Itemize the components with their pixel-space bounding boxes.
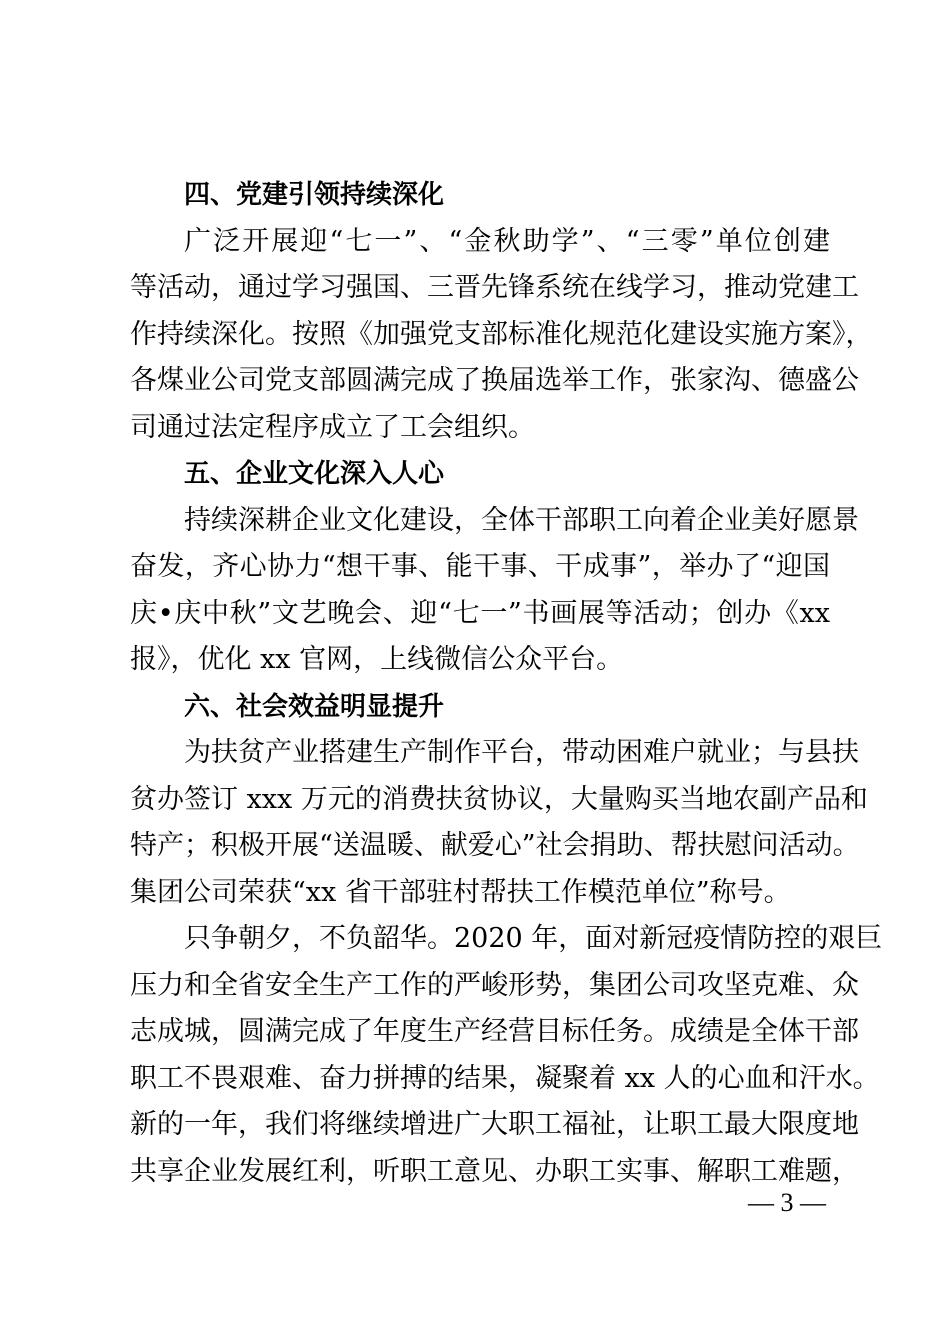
paragraph-line: 庆•庆中秋”文艺晚会、迎“七一”书画展等活动；创办《xx xyxy=(130,597,830,629)
paragraph-line: 只争朝夕，不负韶华。2020 年，面对新冠疫情防控的艰巨 xyxy=(184,923,883,954)
paragraph-line: 共享企业发展红利，听职工意见、办职工实事、解职工难题， xyxy=(130,1155,859,1187)
paragraph-line: 志成城，圆满完成了年度生产经营目标任务。成绩是全体干部 xyxy=(130,1016,859,1047)
section-heading: 五、企业文化深入人心 xyxy=(184,459,445,489)
document-body xyxy=(130,172,883,1195)
paragraph-line: 作持续深化。按照《加强党支部标准化规范化建设实施方案》， xyxy=(130,318,873,350)
section-heading: 六、社会效益明显提升 xyxy=(184,691,445,722)
paragraph-line: 职工不畏艰难、奋力拼搏的结果，凝聚着 xx 人的心血和汗水。 xyxy=(130,1062,880,1094)
paragraph-line: 为扶贫产业搭建生产制作平台，带动困难户就业；与县扶 xyxy=(184,737,859,768)
section-heading: 四、党建引领持续深化 xyxy=(184,180,445,210)
paragraph-line: 新的一年，我们将继续增进广大职工福祉，让职工最大限度地 xyxy=(130,1109,859,1140)
paragraph-line: 持续深耕企业文化建设，全体干部职工向着企业美好愿景 xyxy=(184,504,859,536)
paragraph-line: 各煤业公司党支部圆满完成了换届选举工作，张家沟、德盛公 xyxy=(130,365,859,396)
page-number: — 3 — xyxy=(748,1188,826,1217)
paragraph-line: 集团公司荣获“xx 省干部驻村帮扶工作模范单位”称号。 xyxy=(130,876,791,908)
paragraph-line: 司通过法定程序成立了工会组织。 xyxy=(130,411,535,443)
paragraph-line: 奋发，齐心协力“想干事、能干事、干成事”，举办了“迎国 xyxy=(130,551,830,582)
paragraph-line: 报》，优化 xx 官网，上线微信公众平台。 xyxy=(130,644,624,675)
paragraph-line: 广泛开展迎“七一”、“金秋助学”、“三零”单位创建 xyxy=(184,225,830,257)
paragraph-line: 等活动，通过学习强国、三晋先锋系统在线学习，推动党建工 xyxy=(130,272,859,303)
paragraph-line: 特产；积极开展“送温暖、献爱心”社会捐助、帮扶慰问活动。 xyxy=(130,830,860,861)
paragraph-line: 压力和全省安全生产工作的严峻形势，集团公司攻坚克难、众 xyxy=(130,969,859,1001)
paragraph-line: 贫办签订 xxx 万元的消费扶贫协议，大量购买当地农副产品和 xyxy=(130,783,868,815)
